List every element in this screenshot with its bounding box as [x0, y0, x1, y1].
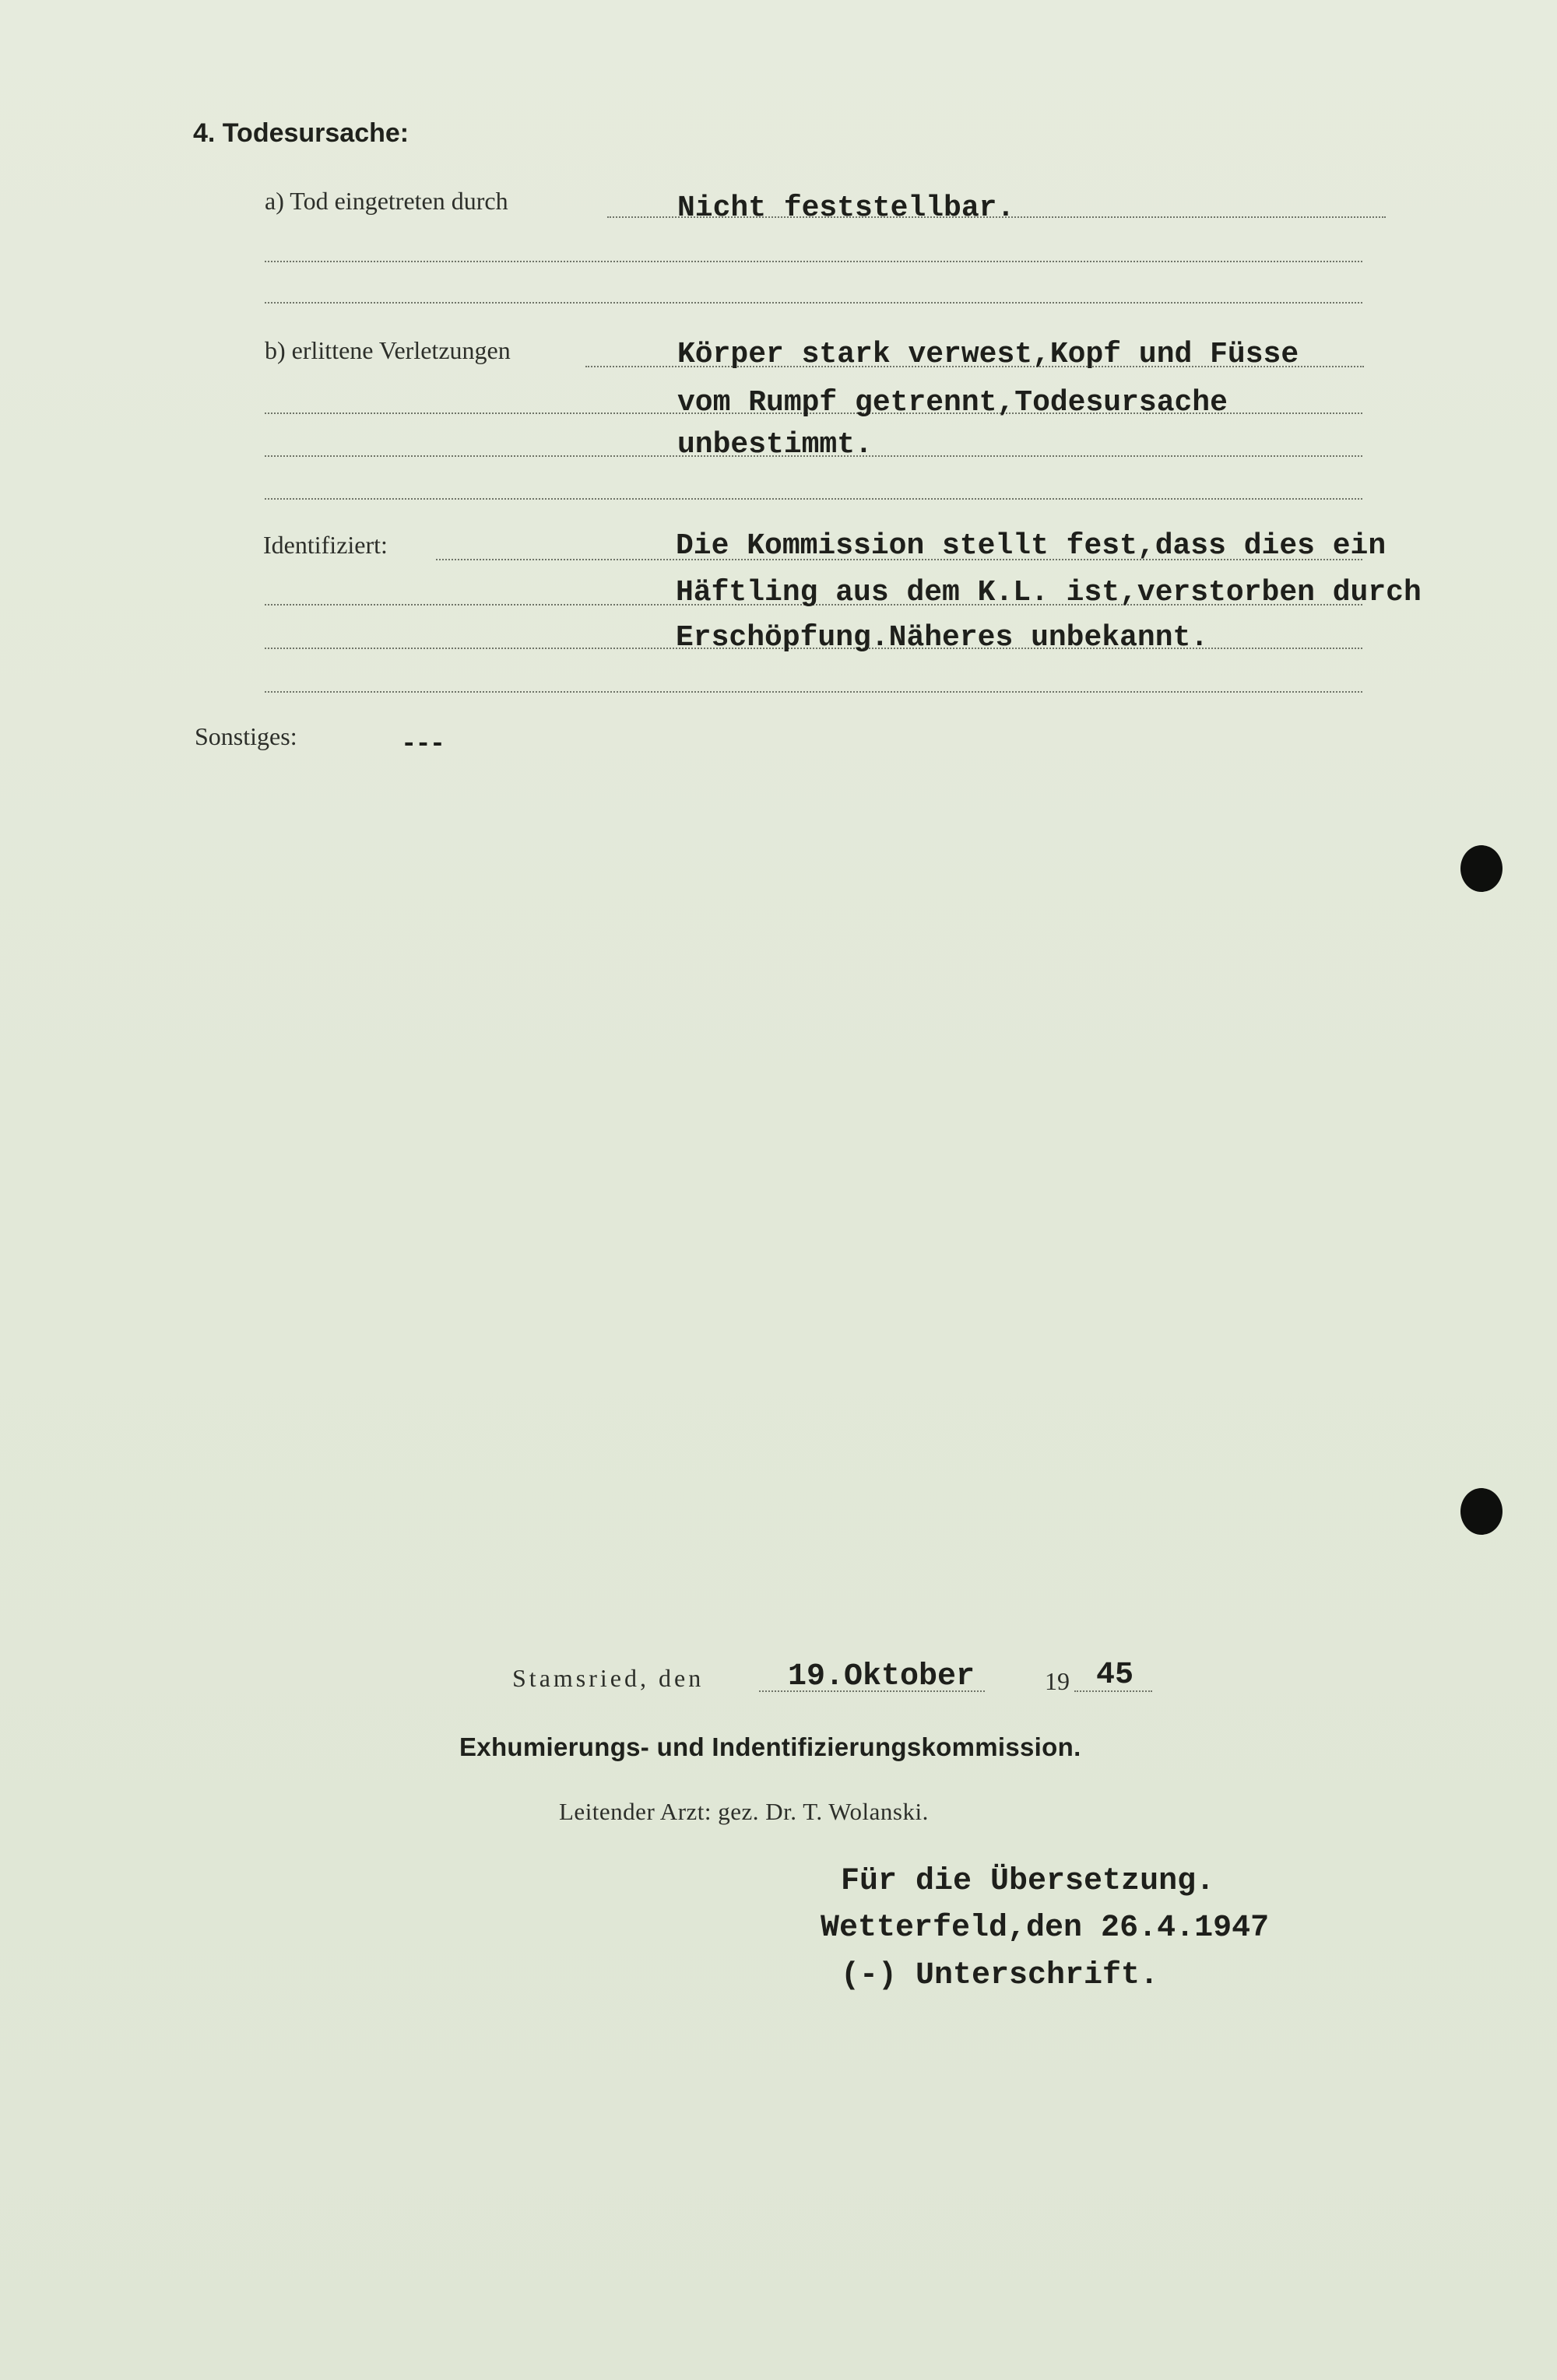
translation-line: (-) Unterschrift.	[841, 1958, 1159, 1993]
dotted-line	[265, 302, 1362, 304]
field-value-cause: Nicht feststellbar.	[677, 191, 1015, 225]
dotted-line	[265, 261, 1362, 262]
field-label-identified: Identifiziert:	[263, 531, 388, 559]
field-value-identified-line: Erschöpfung.Näheres unbekannt.	[676, 621, 1209, 655]
year-prefix: 19	[1045, 1667, 1070, 1695]
place-label: Stamsried, den	[512, 1664, 705, 1692]
punch-hole	[1460, 1488, 1503, 1535]
punch-hole	[1460, 845, 1503, 892]
field-label-other: Sonstiges:	[195, 722, 297, 750]
field-value-identified-line: Häftling aus dem K.L. ist,verstorben durch	[676, 576, 1422, 609]
year-value: 45	[1096, 1658, 1134, 1693]
commission-name: Exhumierungs- und Indentifizierungskommission.	[459, 1732, 1081, 1761]
translation-line: Wetterfeld,den 26.4.1947	[821, 1911, 1270, 1946]
field-label-cause: a) Tod eingetreten durch	[265, 187, 508, 215]
field-value-injuries-line: Körper stark verwest,Kopf und Füsse	[677, 338, 1299, 371]
field-value-other: ---	[401, 730, 445, 760]
translation-line: Für die Übersetzung.	[841, 1864, 1215, 1899]
field-label-injuries: b) erlittene Verletzungen	[265, 336, 511, 364]
field-value-injuries-line: unbestimmt.	[677, 428, 873, 462]
date-value: 19.Oktober	[788, 1659, 975, 1694]
field-value-identified-line: Die Kommission stellt fest,dass dies ein	[676, 529, 1387, 563]
section-heading: 4. Todesursache:	[193, 118, 409, 148]
dotted-line	[265, 498, 1362, 500]
field-value-injuries-line: vom Rumpf getrennt,Todesursache	[677, 386, 1228, 419]
physician-line: Leitender Arzt: gez. Dr. T. Wolanski.	[559, 1798, 929, 1825]
dotted-line	[265, 691, 1362, 693]
